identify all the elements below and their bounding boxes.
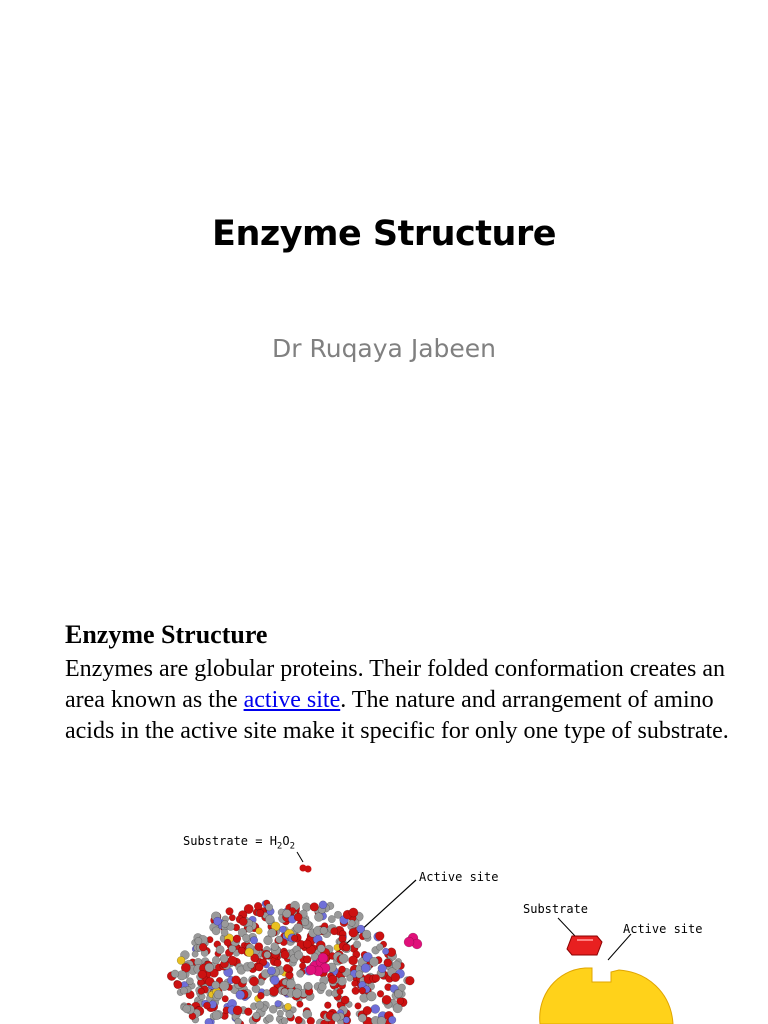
atom-sphere <box>267 967 275 975</box>
atom-sphere <box>233 1006 242 1015</box>
atom-sphere <box>240 977 247 984</box>
atom-sphere <box>359 987 366 994</box>
atom-sphere <box>220 981 230 991</box>
section-heading: Enzyme Structure <box>65 620 268 649</box>
atom-sphere <box>339 966 346 973</box>
atom-sphere <box>229 915 235 921</box>
atom-sphere <box>375 932 384 941</box>
atom-sphere <box>186 978 193 985</box>
atom-sphere <box>271 943 279 951</box>
atom-sphere <box>349 908 358 917</box>
atom-sphere <box>265 904 272 911</box>
atom-sphere <box>248 962 255 969</box>
h2o2-pointer-line <box>297 852 303 862</box>
atom-sphere <box>245 948 254 957</box>
atom-sphere <box>318 983 326 991</box>
atom-sphere <box>239 918 247 926</box>
atom-sphere <box>349 920 356 927</box>
enzyme-figure <box>165 830 725 1024</box>
atom-sphere <box>242 934 250 942</box>
atom-sphere <box>339 954 348 963</box>
atom-sphere <box>224 939 231 946</box>
atom-sphere <box>232 976 240 984</box>
atom-sphere <box>198 988 205 995</box>
atom-sphere <box>253 1012 260 1019</box>
atom-sphere <box>302 919 309 926</box>
atom-sphere <box>317 945 325 953</box>
atom-sphere <box>246 926 253 933</box>
atom-sphere <box>285 1003 292 1010</box>
atom-sphere <box>222 996 229 1003</box>
atom-sphere <box>297 1001 304 1008</box>
atom-sphere <box>226 908 234 916</box>
atom-sphere <box>406 976 415 985</box>
atom-sphere <box>221 929 228 936</box>
atom-sphere <box>377 944 384 951</box>
author-subtitle: Dr Ruqaya Jabeen <box>272 334 496 363</box>
body-text-end: . The nature and arrangement of amino acids in the active site make it specific for only one type of substrate. <box>65 687 729 744</box>
atom-sphere <box>353 941 361 949</box>
atom-sphere <box>250 977 259 986</box>
atom-sphere <box>319 901 327 909</box>
atom-sphere <box>294 913 302 921</box>
atom-sphere <box>339 935 347 943</box>
atom-sphere <box>171 970 179 978</box>
atom-sphere <box>233 935 241 943</box>
atom-sphere <box>341 996 349 1004</box>
atom-sphere <box>343 944 350 951</box>
substrate-pointer-line <box>558 918 575 936</box>
atom-sphere <box>388 1016 396 1024</box>
atom-sphere <box>269 987 278 996</box>
red-substrate-shape <box>567 936 602 955</box>
atom-sphere <box>213 917 221 925</box>
atom-sphere <box>297 970 304 977</box>
atom-sphere <box>254 902 262 910</box>
atom-sphere <box>294 923 303 932</box>
atom-sphere <box>264 989 271 996</box>
atom-sphere <box>281 951 289 959</box>
atom-sphere <box>174 981 182 989</box>
active-site-label-left: Active site <box>419 870 499 884</box>
atom-sphere <box>384 959 392 967</box>
atom-sphere <box>358 1014 366 1022</box>
atom-sphere <box>212 981 220 989</box>
atom-sphere <box>212 927 220 935</box>
body-paragraph <box>65 654 755 747</box>
atom-sphere <box>183 1005 191 1013</box>
atom-sphere <box>274 959 281 966</box>
atom-sphere <box>238 947 245 954</box>
atom-sphere <box>295 1016 302 1023</box>
atom-sphere <box>331 928 338 935</box>
atom-sphere <box>332 1013 340 1021</box>
atom-sphere <box>320 927 328 935</box>
atom-sphere <box>204 1002 211 1009</box>
atom-sphere <box>392 961 401 970</box>
atom-sphere <box>264 951 271 958</box>
atom-sphere <box>283 909 291 917</box>
atom-sphere <box>229 945 236 952</box>
atom-sphere <box>283 964 291 972</box>
atom-sphere <box>216 946 224 954</box>
atom-sphere <box>268 929 277 938</box>
page-title: Enzyme Structure <box>212 214 556 254</box>
atom-sphere <box>177 957 185 965</box>
atom-sphere <box>212 956 220 964</box>
atom-sphere <box>363 1006 372 1015</box>
atom-sphere <box>382 995 391 1004</box>
atom-sphere <box>377 1017 386 1024</box>
atom-sphere <box>382 948 389 955</box>
atom-sphere <box>371 1005 380 1014</box>
atom-sphere <box>304 956 312 964</box>
h2o2-molecule <box>300 865 312 873</box>
schematic-enzyme <box>540 968 673 1024</box>
atom-sphere <box>255 943 263 951</box>
active-site-atom <box>318 953 328 963</box>
atom-sphere <box>270 976 279 985</box>
atom-sphere <box>372 974 380 982</box>
atom-sphere <box>349 928 358 937</box>
atom-sphere <box>212 1011 221 1020</box>
active-site-atom <box>404 937 414 947</box>
atom-sphere <box>256 909 264 917</box>
atom-sphere <box>266 1015 274 1023</box>
substrate-label-right: Substrate <box>523 902 589 916</box>
active-site-pointer-line-right <box>608 934 631 960</box>
atom-sphere <box>334 911 341 918</box>
atom-sphere <box>198 970 206 978</box>
atom-sphere <box>337 988 343 994</box>
atom-sphere <box>199 943 207 951</box>
substrate-h2o2-label: Substrate = $H_2O_2$ <box>183 834 295 852</box>
atom-sphere <box>286 1011 294 1019</box>
atom-sphere <box>314 913 323 922</box>
atom-sphere <box>180 987 187 994</box>
atom-sphere <box>236 990 245 999</box>
schematic-substrate <box>567 936 602 955</box>
yellow-enzyme-shape <box>540 968 673 1024</box>
atom-sphere <box>355 1003 362 1010</box>
content-slide <box>0 600 768 1024</box>
atom-sphere <box>221 920 228 927</box>
atom-sphere <box>304 982 312 990</box>
atom-sphere <box>256 1001 264 1009</box>
body-text-start: Enzymes are globular proteins. Their folded conformation creates an area known as the <box>65 656 725 713</box>
atom-sphere <box>347 975 354 982</box>
atom-sphere <box>214 990 223 999</box>
atom-sphere <box>303 940 311 948</box>
atom-sphere <box>291 935 298 942</box>
enzyme-globular-model <box>167 900 422 1024</box>
atom-sphere <box>324 1002 331 1009</box>
figure-drawing <box>165 830 725 1024</box>
atom-sphere <box>205 963 214 972</box>
atom-sphere <box>394 990 402 998</box>
atom-sphere <box>269 1005 277 1013</box>
atom-sphere <box>192 951 198 957</box>
atom-sphere <box>235 1018 242 1024</box>
atom-sphere <box>244 1008 252 1016</box>
atom-sphere <box>281 988 288 995</box>
atom-sphere <box>367 992 377 1002</box>
atom-sphere <box>377 990 384 997</box>
atom-sphere <box>276 936 283 943</box>
atom-sphere <box>393 1004 402 1013</box>
atom-sphere <box>362 930 371 939</box>
atom-sphere <box>256 928 263 935</box>
atom-sphere <box>361 964 370 973</box>
atom-sphere <box>195 937 202 944</box>
atom-sphere <box>299 963 306 970</box>
atom-sphere <box>397 998 404 1005</box>
active-site-link[interactable]: active site <box>243 687 341 713</box>
atom-sphere <box>328 975 337 984</box>
active-site-atom <box>306 965 316 975</box>
active-site-label-right: Active site <box>623 922 703 936</box>
atom-sphere <box>369 957 378 966</box>
atom-sphere <box>356 971 363 978</box>
atom-sphere <box>277 1010 284 1017</box>
atom-sphere <box>310 903 319 912</box>
atom-sphere <box>292 989 301 998</box>
atom-sphere <box>349 956 358 965</box>
atom-sphere <box>352 987 360 995</box>
atom-sphere <box>294 951 303 960</box>
atom-sphere <box>391 973 400 982</box>
atom-sphere <box>328 915 335 922</box>
atom-sphere <box>307 1017 315 1024</box>
atom-sphere <box>286 979 295 988</box>
atom-sphere <box>255 963 263 971</box>
atom-sphere <box>352 980 358 986</box>
